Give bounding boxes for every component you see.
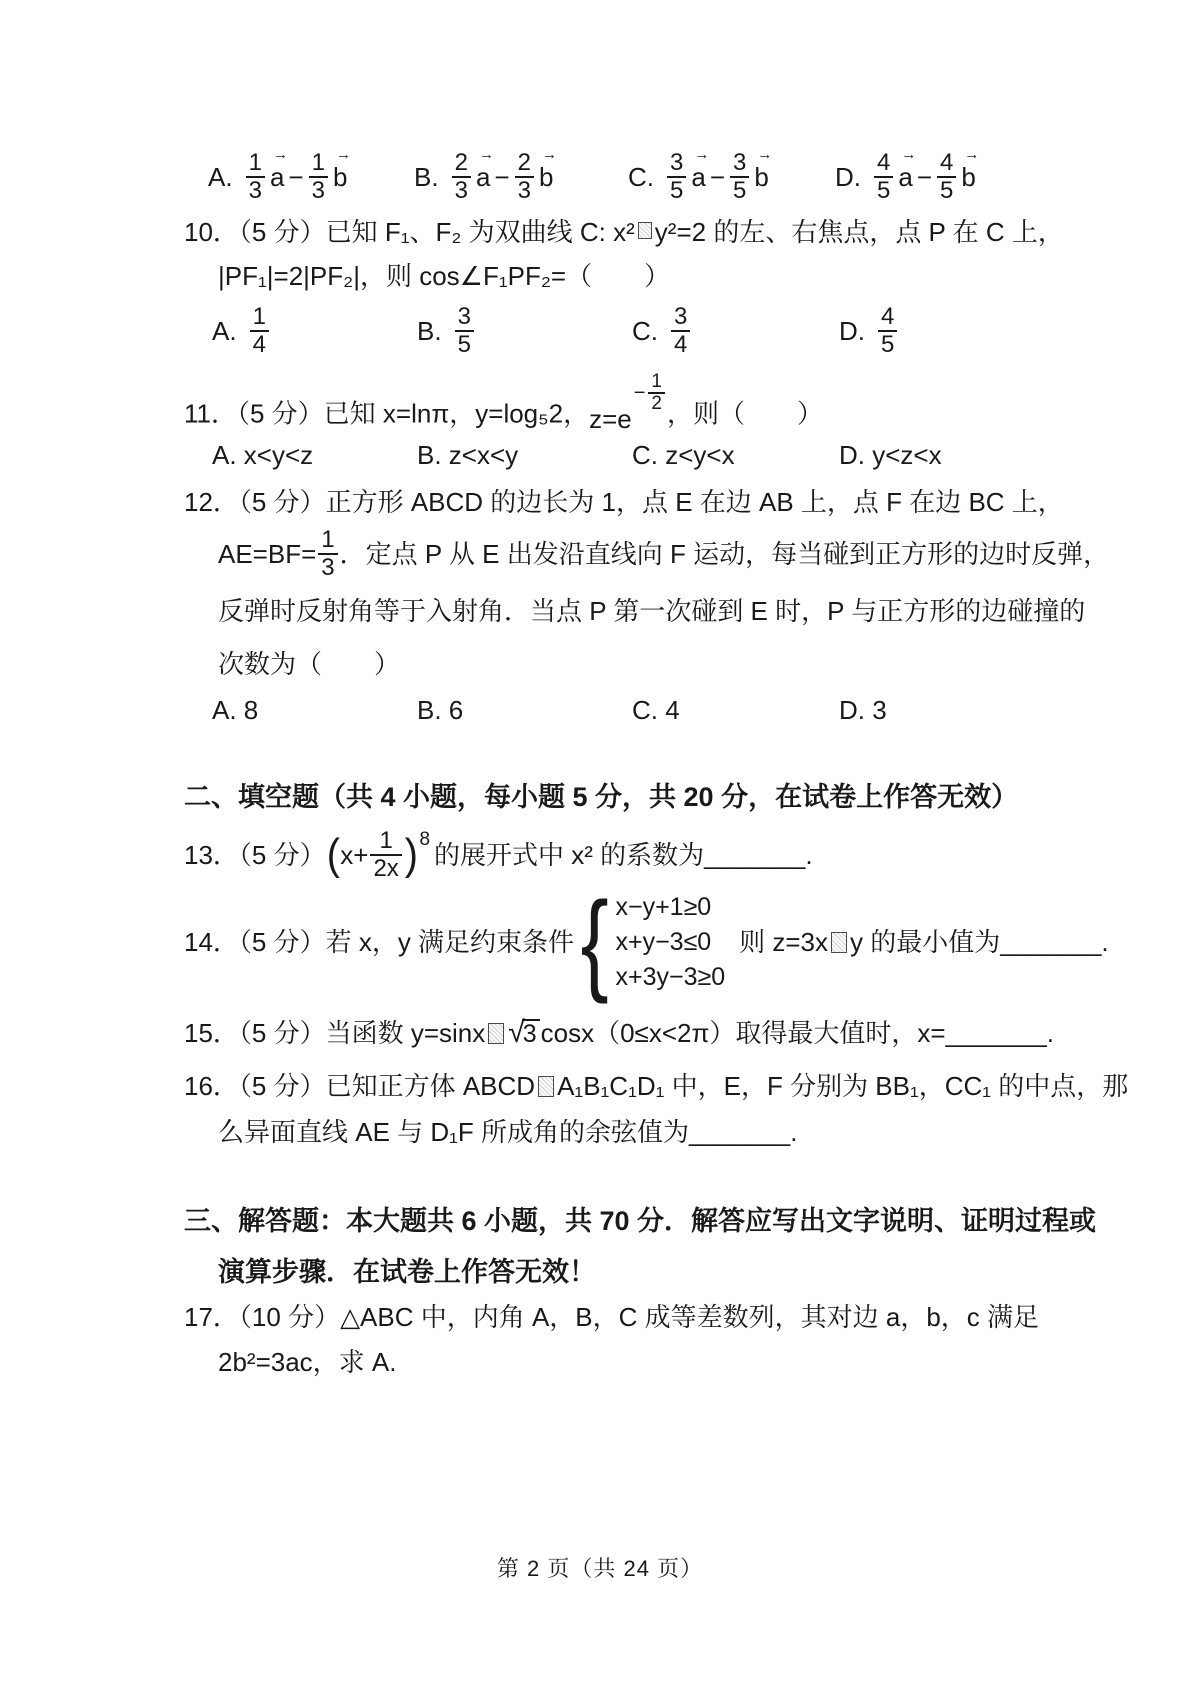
vector-arrow-icon: → (335, 145, 351, 163)
vector-arrow-icon: → (901, 145, 917, 163)
question12-line3: 反弹时反射角等于入射角．当点 P 第一次碰到 E 时，P 与正方形的边碰撞的 (218, 596, 1086, 626)
fraction-denominator: 5 (874, 176, 893, 204)
option-10b (417, 304, 476, 358)
fraction-numerator: 1 (311, 149, 325, 176)
vector-arrow-icon: → (694, 145, 710, 163)
question12-line2 (218, 527, 1109, 581)
minus-sign: − (288, 161, 304, 192)
fraction-numerator: 1 (248, 149, 262, 176)
vector-letter: b (754, 161, 769, 192)
radicand: 3 (522, 1019, 540, 1047)
square-root (508, 1016, 539, 1049)
vector-arrow-icon: → (757, 145, 773, 163)
fraction (318, 527, 337, 581)
question11-text-post: ，则（ ） (667, 398, 824, 429)
option-10c (632, 304, 692, 358)
question12-line4: 次数为（ ） (218, 649, 401, 679)
vector-letter: b (332, 161, 348, 192)
fraction (515, 150, 534, 204)
fraction-denominator: 4 (671, 330, 690, 358)
inequality-row: x−y+1≥0 (615, 893, 712, 921)
fraction-denominator: 4 (250, 330, 269, 358)
fraction (250, 304, 269, 358)
fraction-denominator: 3 (318, 553, 337, 581)
question11-text-pre: 11．（5 分）已知 x=lnπ，y=log₅2， (184, 398, 590, 429)
option-label: B. (417, 315, 442, 346)
fraction-numerator: 1 (379, 827, 393, 854)
vector-arrow-icon: → (541, 145, 557, 163)
fraction (309, 150, 328, 204)
open-paren: ( (326, 830, 340, 879)
missing-glyph-icon (488, 1023, 504, 1044)
vector-arrow-icon: → (964, 145, 980, 163)
fraction-numerator: 4 (940, 149, 954, 176)
vector-letter: b (961, 161, 976, 192)
question15-text-post: cosx（0≤x<2π）取得最大值时，x=_______. (540, 1017, 1055, 1048)
fraction-denominator: 3 (452, 176, 471, 204)
vector-b (538, 145, 557, 193)
fraction-denominator: 3 (309, 176, 328, 204)
page-number-footer: 第 2 页（共 24 页） (496, 1556, 704, 1581)
question13-line (184, 826, 813, 884)
fraction-numerator: 1 (252, 303, 266, 330)
fraction-denominator: 5 (667, 176, 686, 204)
exponent-8: 8 (419, 828, 431, 850)
vector-letter: a (475, 161, 491, 192)
vector-letter: a (898, 161, 913, 192)
vector-letter: a (269, 161, 285, 192)
option-11c: C. z<y<x (632, 440, 735, 470)
fraction (667, 150, 686, 204)
question15-line (184, 1016, 1054, 1050)
question16-text-post: A₁B₁C₁D₁ 中，E，F 分别为 BB₁，CC₁ 的中点，那 (557, 1071, 1129, 1101)
fraction (671, 304, 690, 358)
vector-b (332, 145, 351, 193)
fraction-numerator: 3 (457, 303, 471, 330)
fraction-numerator: 1 (651, 371, 662, 392)
question14-line (184, 879, 1109, 1004)
fraction (246, 150, 265, 204)
question12-equation-pre: AE=BF= (218, 538, 317, 569)
minus-sign: − (494, 161, 510, 192)
vector-a (691, 145, 710, 193)
option-label: D. (835, 161, 861, 192)
section2-header: 二、填空题（共 4 小题，每小题 5 分，共 20 分，在试卷上作答无效） (184, 782, 1019, 812)
question13-text-pre: 13．（5 分） (184, 839, 326, 870)
vector-a (475, 145, 494, 193)
option-9c (628, 145, 773, 204)
fraction (878, 304, 897, 358)
question16-line2: 么异面直线 AE 与 D₁F 所成角的余弦值为_______. (218, 1117, 798, 1147)
system-brace: { (580, 879, 609, 1004)
fraction (874, 150, 893, 204)
option-label: D. (839, 315, 865, 346)
question14-text-mid: 则 z=3x (739, 926, 828, 957)
vector-arrow-icon: → (272, 145, 288, 163)
missing-glyph-icon (831, 932, 847, 953)
question12-line1: 12．（5 分）正方形 ABCD 的边长为 1，点 E 在边 AB 上，点 F 在边 BC 上， (184, 487, 1064, 517)
fraction-numerator: 3 (733, 149, 747, 176)
question10-line2: |PF₁|=2|PF₂|，则 cos∠F₁PF₂=（ ） (218, 261, 671, 291)
option-label: A. (212, 315, 237, 346)
option-label: A. (208, 161, 233, 192)
missing-glyph-icon (538, 1076, 554, 1097)
inequality-row: x+3y−3≥0 (615, 963, 726, 991)
fraction-numerator: 4 (881, 303, 895, 330)
fraction-denominator: 5 (455, 330, 474, 358)
minus-sign: − (916, 161, 933, 192)
fraction-denominator: 2x (370, 854, 401, 882)
fraction (370, 828, 401, 882)
inequality-system (615, 892, 725, 992)
expression-x-plus: x+ (340, 839, 369, 870)
fraction-numerator: 3 (674, 303, 688, 330)
fraction (730, 150, 749, 204)
fraction-denominator: 5 (878, 330, 897, 358)
fraction-numerator: 4 (877, 149, 891, 176)
exponent-fraction (648, 372, 665, 414)
section3-header-line1: 三、解答题：本大题共 6 小题，共 70 分．解答应写出文字说明、证明过程或 (184, 1206, 1097, 1236)
option-12c: C. 4 (632, 695, 680, 725)
question11-line (184, 371, 824, 438)
fraction-numerator: 2 (517, 149, 531, 176)
question15-text-pre: 15．（5 分）当函数 y=sinx (184, 1017, 486, 1048)
fraction-denominator: 2 (648, 392, 665, 414)
fraction-denominator: 5 (937, 176, 956, 204)
fraction-numerator: 1 (321, 526, 335, 553)
question9-options-row (0, 145, 1200, 206)
inequality-row: x+y−3≤0 (615, 928, 712, 956)
vector-b (961, 145, 980, 193)
vector-b (754, 145, 773, 193)
option-9d (835, 145, 980, 204)
question13-text-post: 的展开式中 x² 的系数为_______. (434, 839, 813, 870)
close-paren: ) (404, 830, 418, 879)
option-9a (208, 145, 351, 204)
question12-text-post: ．定点 P 从 E 出发沿直线向 F 运动，每当碰到正方形的边时反弹， (339, 538, 1110, 569)
question17-line2: 2b²=3ac，求 A. (218, 1347, 397, 1377)
question17-line1: 17．（10 分）△ABC 中，内角 A，B，C 成等差数列，其对边 a，b，c 满足 (184, 1302, 1040, 1332)
question10-text-post: y²=2 的左、右焦点，点 P 在 C 上， (654, 217, 1064, 247)
option-12b: B. 6 (417, 695, 464, 725)
fraction-numerator: 2 (454, 149, 468, 176)
option-12d: D. 3 (839, 695, 887, 725)
option-label: C. (628, 161, 654, 192)
exponent (634, 372, 667, 414)
option-12a: A. 8 (212, 695, 259, 725)
option-9b (414, 145, 557, 204)
fraction-denominator: 3 (246, 176, 265, 204)
section3-header-line2: 演算步骤．在试卷上作答无效！ (218, 1257, 596, 1287)
option-10d (839, 304, 899, 358)
question14-text-pre: 14．（5 分）若 x，y 满足约束条件 (184, 926, 575, 957)
fraction-numerator: 3 (670, 149, 684, 176)
question16-text-pre: 16．（5 分）已知正方体 ABCD (184, 1071, 536, 1101)
z-equals-e: z=e (589, 403, 632, 434)
question12-options-row (0, 695, 1200, 751)
option-10a (212, 304, 271, 358)
vector-a (269, 145, 288, 193)
question10-text-pre: 10．（5 分）已知 F₁、F₂ 为双曲线 C: x² (184, 217, 635, 247)
radical-sign: √ (508, 1016, 525, 1049)
option-11a: A. x<y<z (212, 440, 314, 470)
option-11d: D. y<z<x (839, 440, 942, 470)
exponent-minus: − (633, 381, 646, 404)
option-label: C. (632, 315, 658, 346)
missing-glyph-icon (638, 222, 652, 239)
fraction (937, 150, 956, 204)
vector-a (898, 145, 917, 193)
question14-text-post: y 的最小值为_______. (849, 926, 1109, 957)
question10-options-row (0, 304, 1200, 360)
fraction (455, 304, 474, 358)
option-label: B. (414, 161, 439, 192)
vector-letter: b (538, 161, 554, 192)
minus-sign: − (709, 161, 726, 192)
fraction-denominator: 3 (515, 176, 534, 204)
vector-letter: a (691, 161, 706, 192)
option-11b: B. z<x<y (417, 440, 519, 470)
question16-line1 (184, 1070, 1128, 1103)
fraction-denominator: 5 (730, 176, 749, 204)
vector-arrow-icon: → (478, 145, 494, 163)
fraction (452, 150, 471, 204)
question10-line1 (184, 216, 1064, 249)
